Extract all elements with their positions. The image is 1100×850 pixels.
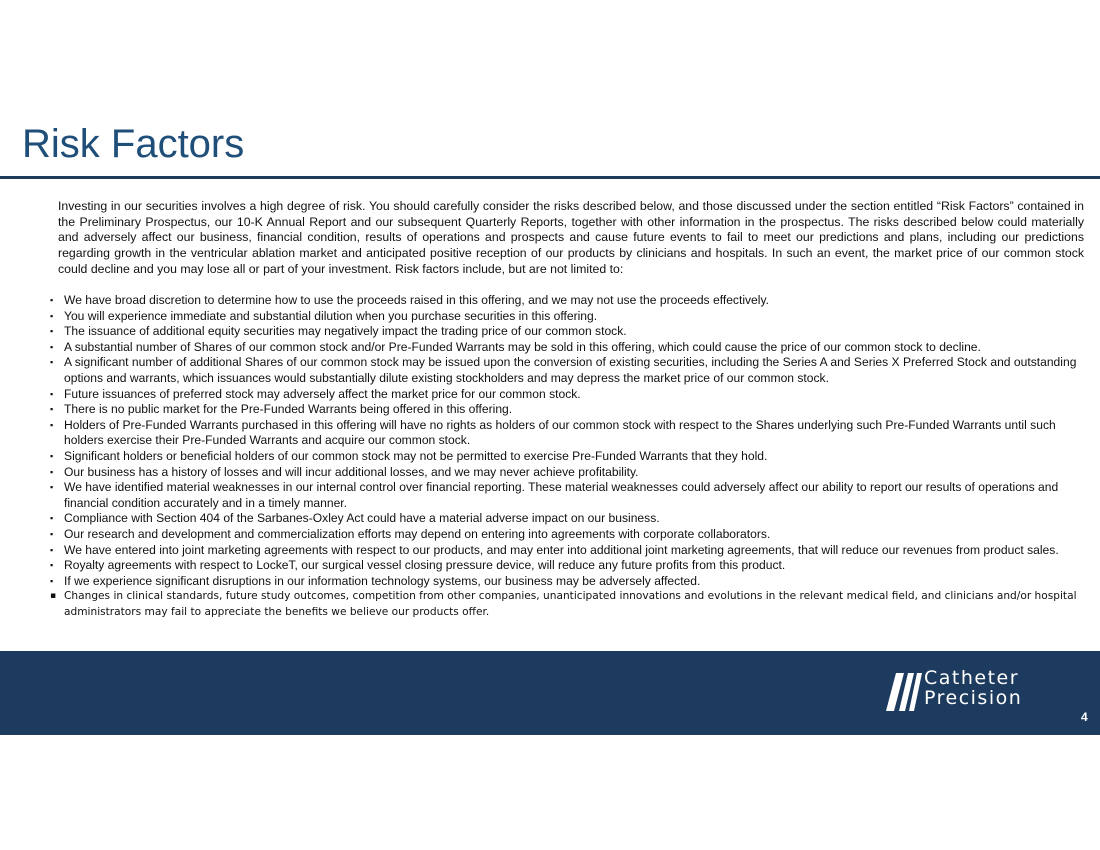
list-item-text: We have identified material weaknesses in our internal control over financial reporting. These material weaknesses could adversely affect our ability to report our results of operations and financial condition accurately and in a timely manner. — [64, 480, 1059, 510]
list-item-text: Compliance with Section 404 of the Sarbanes-Oxley Act could have a material adverse impact on our business. — [64, 511, 660, 526]
list-item — [48, 543, 1090, 559]
list-item — [48, 340, 1090, 356]
list-item — [48, 293, 1090, 309]
square-bullet-icon: ▪ — [50, 450, 54, 461]
list-item — [48, 465, 1090, 481]
list-item — [48, 324, 1090, 340]
square-bullet-icon: ▪ — [50, 310, 54, 321]
logo-line-2: Precision — [924, 687, 1023, 709]
list-item — [48, 449, 1090, 465]
list-item-text: Significant holders or beneficial holders of our common stock may not be permitted to exercise Pre-Funded Warrants that they hold. — [64, 448, 768, 463]
square-bullet-icon: ▪ — [50, 544, 54, 555]
square-bullet-icon: ▪ — [50, 466, 54, 477]
square-bullet-icon: ▪ — [50, 560, 54, 571]
list-item-text: You will experience immediate and substantial dilution when you purchase securities in this offering. — [64, 308, 598, 323]
list-item-text: Royalty agreements with respect to LockeT, our surgical vessel closing pressure device, will reduce any future profits from this product. — [64, 558, 786, 573]
page-number: 4 — [1081, 710, 1088, 724]
list-item — [48, 480, 1090, 511]
list-item — [48, 418, 1090, 449]
list-item-text: A substantial number of Shares of our common stock and/or Pre-Funded Warrants may be sold in this offering, which could cause the price of our common stock to decline. — [64, 339, 981, 354]
intro-paragraph: Investing in our securities involves a high degree of risk. You should carefully consider the risks described below, and those discussed under the section entitled “Risk Factors” contained in the Preliminary Prospectus, our 10-K Annual Report and our subsequent Quarterly Reports, together with other information in the prospectus. The risks described below could materially and adversely affect our business, financial condition, results of operations and prospects and cause future events to fail to meet our predictions and plans, including our predictions regarding growth in the ventricular ablation market and anticipated positive reception of our products by clinicians and hospitals. In such an event, the market price of our common stock could decline and you may lose all or part of your investment. Risk factors include, but are not limited to: — [58, 199, 1084, 276]
list-item-text: The issuance of additional equity securities may negatively impact the trading price of our common stock. — [64, 324, 627, 339]
list-item-text: We have broad discretion to determine how to use the proceeds raised in this offering, and we may not use the proceeds effectively. — [64, 293, 769, 307]
list-item-text: Future issuances of preferred stock may adversely affect the market price for our common stock. — [64, 386, 581, 401]
list-item — [48, 309, 1090, 325]
list-item-text: Our business has a history of losses and will incur additional losses, and we may never achieve profitability. — [64, 464, 639, 479]
list-item-text: We have entered into joint marketing agreements with respect to our products, and may enter into additional joint marketing agreements, that will reduce our revenues from product sales. — [64, 542, 1059, 557]
list-item — [48, 402, 1090, 418]
list-item — [48, 589, 1090, 620]
logo-wordmark — [924, 668, 1022, 708]
square-bullet-icon: ▪ — [50, 528, 54, 539]
square-bullet-icon: ▪ — [50, 295, 54, 305]
square-bullet-icon: ▪ — [50, 326, 54, 337]
list-item — [48, 558, 1090, 574]
list-item — [48, 355, 1090, 386]
list-item — [48, 527, 1090, 543]
square-bullet-icon: ▪ — [50, 404, 54, 415]
square-bullet-icon: ▪ — [50, 591, 57, 602]
risk-factor-list — [48, 293, 1090, 620]
square-bullet-icon: ▪ — [50, 357, 54, 368]
list-item-text: If we experience significant disruptions in our information technology systems, our business may be adversely affected. — [64, 573, 701, 588]
list-item — [48, 574, 1090, 590]
square-bullet-icon: ▪ — [50, 341, 54, 352]
list-item-text: Holders of Pre-Funded Warrants purchased in this offering will have no rights as holders of our common stock with respect to the Shares underlying such Pre-Funded Warrants until such holders exercise their Pre-Funded Warrants and acquire our common stock. — [64, 417, 1056, 448]
square-bullet-icon: ▪ — [50, 482, 54, 493]
square-bullet-icon: ▪ — [50, 388, 54, 399]
title-divider — [0, 176, 1100, 179]
list-item-text: There is no public market for the Pre-Funded Warrants being offered in this offering. — [64, 402, 513, 417]
square-bullet-icon: ▪ — [50, 419, 54, 430]
list-item-text: A significant number of additional Shares of our common stock may be issued upon the conversion of existing securities, including the Series A and Series X Preferred Stock and outstanding options and warrants, which issuances would substantially dilute existing stockholders and may depress the market price of our common stock. — [64, 355, 1077, 385]
square-bullet-icon: ▪ — [50, 513, 54, 524]
list-item — [48, 511, 1090, 527]
square-bullet-icon: ▪ — [50, 575, 54, 586]
list-item-text: Changes in clinical standards, future study outcomes, competition from other companies, unanticipated innovations and evolutions in the relevant medical field, and clinicians and/or hospital administrators may fail to appreciate the benefits we believe our products offer. — [64, 590, 1077, 618]
slide-title: Risk Factors — [22, 122, 245, 166]
logo-line-1: Catheter — [924, 667, 1020, 689]
list-item — [48, 387, 1090, 403]
list-item-text: Our research and development and commercialization efforts may depend on entering into agreements with corporate collaborators. — [64, 526, 771, 541]
